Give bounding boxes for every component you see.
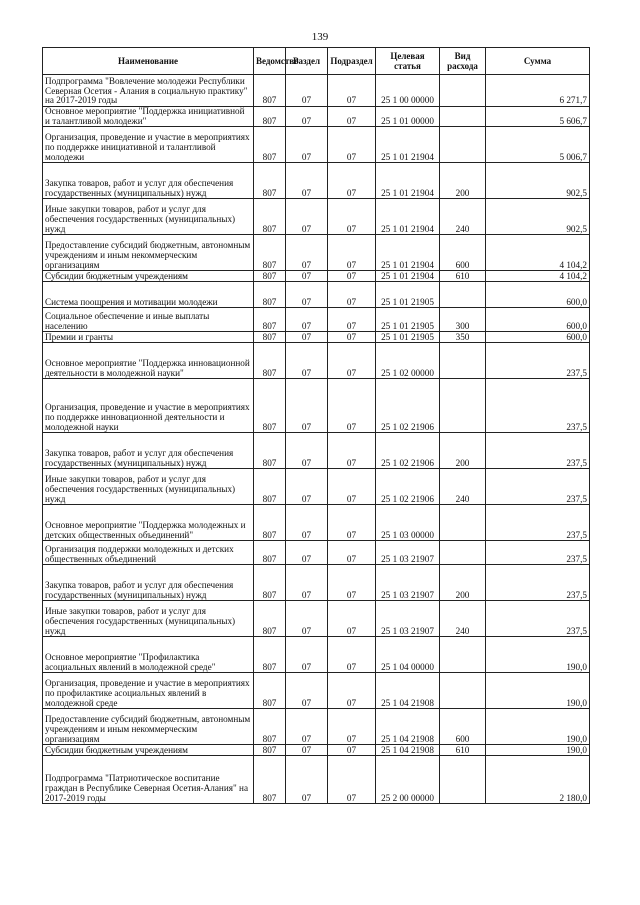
table-row <box>43 127 590 163</box>
cell-name: Предоставление субсидий бюджетным, автономным учреждениям и иным некоммерческим организациям <box>43 709 254 745</box>
cell-razdel: 07 <box>286 745 328 756</box>
cell-razdel: 07 <box>286 379 328 433</box>
cell-statya: 25 1 04 21908 <box>376 745 440 756</box>
cell-podrazdel: 07 <box>328 163 376 199</box>
cell-statya: 25 1 02 21906 <box>376 379 440 433</box>
cell-name: Основное мероприятие "Поддержка молодежных и детских общественных объединений" <box>43 505 254 541</box>
cell-statya: 25 2 00 00000 <box>376 756 440 804</box>
cell-podrazdel: 07 <box>328 637 376 673</box>
cell-statya: 25 1 03 21907 <box>376 541 440 565</box>
cell-razdel: 07 <box>286 541 328 565</box>
cell-summa: 902,5 <box>486 163 590 199</box>
cell-summa: 4 104,2 <box>486 235 590 271</box>
cell-vid: 200 <box>440 163 486 199</box>
cell-razdel: 07 <box>286 271 328 282</box>
cell-ved: 807 <box>254 673 286 709</box>
cell-podrazdel: 07 <box>328 756 376 804</box>
cell-razdel: 07 <box>286 343 328 379</box>
cell-summa: 237,5 <box>486 433 590 469</box>
cell-name: Предоставление субсидий бюджетным, автономным учреждениям и иным некоммерческим организациям <box>43 235 254 271</box>
cell-ved: 807 <box>254 745 286 756</box>
cell-summa: 600,0 <box>486 332 590 343</box>
cell-summa: 6 271,7 <box>486 75 590 107</box>
cell-vid: 610 <box>440 745 486 756</box>
cell-podrazdel: 07 <box>328 709 376 745</box>
cell-name: Система поощрения и мотивации молодежи <box>43 282 254 308</box>
cell-ved: 807 <box>254 756 286 804</box>
cell-podrazdel: 07 <box>328 541 376 565</box>
cell-name: Социальное обеспечение и иные выплаты населению <box>43 308 254 332</box>
cell-ved: 807 <box>254 75 286 107</box>
cell-vid <box>440 107 486 127</box>
table-row <box>43 75 590 107</box>
cell-statya: 25 1 01 21904 <box>376 271 440 282</box>
cell-vid: 300 <box>440 308 486 332</box>
table-row <box>43 709 590 745</box>
cell-statya: 25 1 03 00000 <box>376 505 440 541</box>
table-row <box>43 199 590 235</box>
table-row <box>43 343 590 379</box>
cell-ved: 807 <box>254 433 286 469</box>
cell-podrazdel: 07 <box>328 282 376 308</box>
cell-summa: 190,0 <box>486 673 590 709</box>
cell-statya: 25 1 01 21905 <box>376 332 440 343</box>
cell-ved: 807 <box>254 541 286 565</box>
cell-statya: 25 1 04 21908 <box>376 709 440 745</box>
cell-razdel: 07 <box>286 637 328 673</box>
cell-statya: 25 1 01 21904 <box>376 163 440 199</box>
cell-name: Иные закупки товаров, работ и услуг для обеспечения государственных (муниципальных) нужд <box>43 469 254 505</box>
cell-vid: 610 <box>440 271 486 282</box>
cell-vid <box>440 541 486 565</box>
cell-podrazdel: 07 <box>328 343 376 379</box>
cell-podrazdel: 07 <box>328 107 376 127</box>
cell-vid: 240 <box>440 199 486 235</box>
table-row <box>43 637 590 673</box>
cell-ved: 807 <box>254 601 286 637</box>
cell-vid: 240 <box>440 469 486 505</box>
cell-ved: 807 <box>254 308 286 332</box>
cell-podrazdel: 07 <box>328 75 376 107</box>
cell-statya: 25 1 03 21907 <box>376 601 440 637</box>
cell-summa: 237,5 <box>486 541 590 565</box>
cell-ved: 807 <box>254 107 286 127</box>
cell-ved: 807 <box>254 199 286 235</box>
cell-podrazdel: 07 <box>328 469 376 505</box>
cell-summa: 190,0 <box>486 637 590 673</box>
header-podrazdel: Подраздел <box>328 48 376 75</box>
cell-statya: 25 1 02 21906 <box>376 433 440 469</box>
cell-razdel: 07 <box>286 235 328 271</box>
cell-razdel: 07 <box>286 75 328 107</box>
cell-summa: 190,0 <box>486 745 590 756</box>
header-statya: Целевая статья <box>376 48 440 75</box>
cell-podrazdel: 07 <box>328 379 376 433</box>
cell-summa: 600,0 <box>486 282 590 308</box>
cell-summa: 4 104,2 <box>486 271 590 282</box>
table-row <box>43 745 590 756</box>
table-row <box>43 756 590 804</box>
cell-vid <box>440 637 486 673</box>
cell-statya: 25 1 01 21904 <box>376 127 440 163</box>
cell-name: Субсидии бюджетным учреждениям <box>43 271 254 282</box>
cell-razdel: 07 <box>286 163 328 199</box>
cell-name: Закупка товаров, работ и услуг для обеспечения государственных (муниципальных) нужд <box>43 163 254 199</box>
cell-vid <box>440 673 486 709</box>
table-row <box>43 282 590 308</box>
header-razdel: Раздел <box>286 48 328 75</box>
cell-summa: 237,5 <box>486 343 590 379</box>
cell-podrazdel: 07 <box>328 271 376 282</box>
cell-razdel: 07 <box>286 505 328 541</box>
page-number: 139 <box>311 31 329 43</box>
table-row <box>43 163 590 199</box>
table-body <box>43 75 590 804</box>
cell-razdel: 07 <box>286 127 328 163</box>
cell-ved: 807 <box>254 565 286 601</box>
cell-summa: 902,5 <box>486 199 590 235</box>
cell-podrazdel: 07 <box>328 673 376 709</box>
cell-name: Организация поддержки молодежных и детских общественных объединений <box>43 541 254 565</box>
cell-name: Организация, проведение и участие в мероприятиях по поддержке инициативной и талантливой молодежи <box>43 127 254 163</box>
cell-razdel: 07 <box>286 756 328 804</box>
cell-statya: 25 1 02 21906 <box>376 469 440 505</box>
cell-statya: 25 1 00 00000 <box>376 75 440 107</box>
cell-summa: 5 006,7 <box>486 127 590 163</box>
cell-podrazdel: 07 <box>328 745 376 756</box>
table-row <box>43 433 590 469</box>
table-row <box>43 565 590 601</box>
cell-name: Закупка товаров, работ и услуг для обеспечения государственных (муниципальных) нужд <box>43 433 254 469</box>
cell-summa: 190,0 <box>486 709 590 745</box>
cell-name: Основное мероприятие "Поддержка инновационной деятельности в молодежной науки" <box>43 343 254 379</box>
cell-statya: 25 1 03 21907 <box>376 565 440 601</box>
cell-vid: 240 <box>440 601 486 637</box>
cell-razdel: 07 <box>286 308 328 332</box>
cell-vid: 600 <box>440 235 486 271</box>
cell-name: Иные закупки товаров, работ и услуг для обеспечения государственных (муниципальных) нужд <box>43 601 254 637</box>
cell-vid <box>440 756 486 804</box>
cell-statya: 25 1 01 00000 <box>376 107 440 127</box>
cell-podrazdel: 07 <box>328 433 376 469</box>
cell-ved: 807 <box>254 127 286 163</box>
cell-podrazdel: 07 <box>328 332 376 343</box>
cell-razdel: 07 <box>286 107 328 127</box>
table-row <box>43 379 590 433</box>
cell-vid: 350 <box>440 332 486 343</box>
cell-summa: 2 180,0 <box>486 756 590 804</box>
cell-name: Основное мероприятие "Поддержка инициативной и талантливой молодежи" <box>43 107 254 127</box>
cell-name: Подпрограмма "Вовлечение молодежи Республики Северная Осетия - Алания в социальную практику" на 2017-2019 годы <box>43 75 254 107</box>
header-ved: Ведомство <box>254 48 286 75</box>
cell-razdel: 07 <box>286 332 328 343</box>
budget-table <box>42 47 590 804</box>
cell-name: Премии и гранты <box>43 332 254 343</box>
cell-razdel: 07 <box>286 565 328 601</box>
cell-razdel: 07 <box>286 282 328 308</box>
header-summa: Сумма <box>486 48 590 75</box>
cell-vid <box>440 282 486 308</box>
table-row <box>43 308 590 332</box>
table-row <box>43 271 590 282</box>
cell-razdel: 07 <box>286 601 328 637</box>
cell-ved: 807 <box>254 282 286 308</box>
cell-razdel: 07 <box>286 433 328 469</box>
cell-ved: 807 <box>254 163 286 199</box>
cell-vid <box>440 343 486 379</box>
cell-name: Закупка товаров, работ и услуг для обеспечения государственных (муниципальных) нужд <box>43 565 254 601</box>
cell-summa: 600,0 <box>486 308 590 332</box>
cell-ved: 807 <box>254 505 286 541</box>
cell-vid: 200 <box>440 565 486 601</box>
cell-podrazdel: 07 <box>328 235 376 271</box>
table-row <box>43 469 590 505</box>
cell-statya: 25 1 04 00000 <box>376 637 440 673</box>
cell-ved: 807 <box>254 709 286 745</box>
cell-summa: 5 606,7 <box>486 107 590 127</box>
cell-podrazdel: 07 <box>328 308 376 332</box>
cell-ved: 807 <box>254 379 286 433</box>
cell-ved: 807 <box>254 271 286 282</box>
cell-vid: 200 <box>440 433 486 469</box>
cell-ved: 807 <box>254 343 286 379</box>
cell-vid <box>440 75 486 107</box>
cell-summa: 237,5 <box>486 469 590 505</box>
table-header <box>43 48 590 75</box>
cell-podrazdel: 07 <box>328 199 376 235</box>
table-row <box>43 107 590 127</box>
cell-podrazdel: 07 <box>328 601 376 637</box>
cell-statya: 25 1 01 21904 <box>376 235 440 271</box>
header-vid: Вид расхода <box>440 48 486 75</box>
cell-ved: 807 <box>254 637 286 673</box>
header-name: Наименование <box>43 48 254 75</box>
cell-podrazdel: 07 <box>328 127 376 163</box>
cell-name: Иные закупки товаров, работ и услуг для обеспечения государственных (муниципальных) нужд <box>43 199 254 235</box>
cell-ved: 807 <box>254 235 286 271</box>
cell-vid: 600 <box>440 709 486 745</box>
cell-statya: 25 1 01 21904 <box>376 199 440 235</box>
table-row <box>43 332 590 343</box>
cell-podrazdel: 07 <box>328 565 376 601</box>
cell-razdel: 07 <box>286 709 328 745</box>
cell-name: Организация, проведение и участие в мероприятиях по профилактике асоциальных явлений в молодежной среде <box>43 673 254 709</box>
cell-statya: 25 1 02 00000 <box>376 343 440 379</box>
cell-podrazdel: 07 <box>328 505 376 541</box>
cell-name: Субсидии бюджетным учреждениям <box>43 745 254 756</box>
cell-statya: 25 1 04 21908 <box>376 673 440 709</box>
cell-summa: 237,5 <box>486 601 590 637</box>
cell-statya: 25 1 01 21905 <box>376 282 440 308</box>
cell-razdel: 07 <box>286 469 328 505</box>
cell-statya: 25 1 01 21905 <box>376 308 440 332</box>
table-row <box>43 541 590 565</box>
cell-summa: 237,5 <box>486 505 590 541</box>
cell-vid <box>440 505 486 541</box>
cell-razdel: 07 <box>286 673 328 709</box>
cell-ved: 807 <box>254 332 286 343</box>
cell-vid <box>440 379 486 433</box>
table-row <box>43 235 590 271</box>
cell-name: Основное мероприятие "Профилактика асоциальных явлений в молодежной среде" <box>43 637 254 673</box>
cell-name: Подпрограмма "Патриотическое воспитание граждан в Республике Северная Осетия-Алания" на 2017-2019 годы <box>43 756 254 804</box>
cell-summa: 237,5 <box>486 565 590 601</box>
cell-summa: 237,5 <box>486 379 590 433</box>
table-row <box>43 601 590 637</box>
cell-ved: 807 <box>254 469 286 505</box>
cell-razdel: 07 <box>286 199 328 235</box>
table-row <box>43 505 590 541</box>
cell-name: Организация, проведение и участие в мероприятиях по поддержке инновационной деятельности и молодежной науки <box>43 379 254 433</box>
cell-vid <box>440 127 486 163</box>
table-row <box>43 673 590 709</box>
